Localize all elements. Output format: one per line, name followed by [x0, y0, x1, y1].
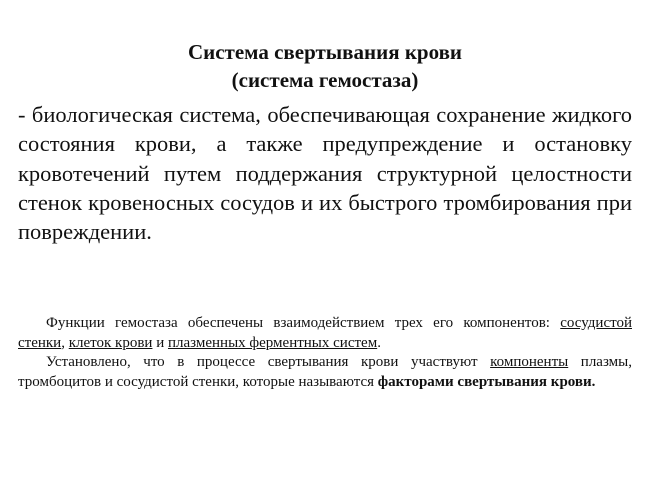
functions-paragraph-2: [18, 353, 632, 392]
p1-separator-1: ,: [61, 334, 69, 351]
p2-prefix: Установлено, что в процессе свертывания крови участвуют: [46, 354, 491, 370]
term-plasma-enzyme-systems: плазменных ферментных систем: [167, 334, 378, 351]
functions-block: [18, 314, 632, 392]
definition-text: - биологическая система, обеспечивающая сохранение жидкого состояния крови, а также предупреждение и остановку кровотечений путем поддержания структурной целостности стенок кровеносных сосудов и их быстрого тромбирования при повреждении.: [18, 102, 632, 245]
term-vascular-wall: сосудистой стенки: [18, 315, 632, 351]
title-line-2: (система гемостаза): [231, 68, 419, 92]
p1-separator-2: и: [152, 334, 168, 351]
p1-prefix: Функции гемостаза обеспечены взаимодействием трех его компонентов:: [46, 315, 561, 331]
p2-middle: плазмы, тромбоцитов и сосудистой стенки, которые называются: [18, 354, 632, 390]
term-coagulation-factors: факторами свертывания крови.: [377, 373, 596, 390]
term-components: компоненты: [490, 354, 569, 370]
p1-end: .: [377, 334, 381, 351]
slide-title: [0, 38, 650, 94]
term-blood-cells: клеток крови: [68, 334, 153, 351]
title-line-1: Система свертывания крови: [187, 40, 463, 64]
functions-paragraph-1: [18, 314, 632, 353]
